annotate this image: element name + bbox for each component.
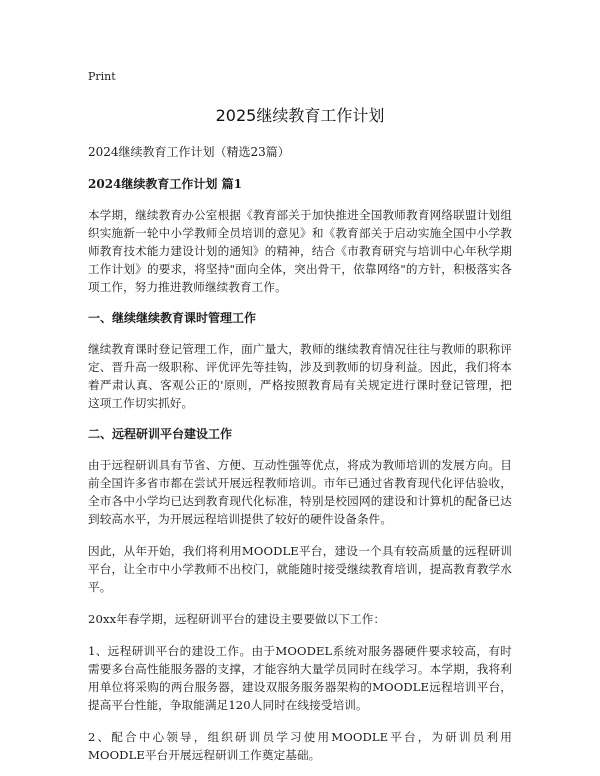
intro-paragraph: 本学期，继续教育办公室根据《教育部关于加快推进全国教师教育网络联盟计划组织实施新一轮中小学教师全员培训的意见》和《教育部关于启动实施全国中小学教师教育技术能力建设计划的通知》的精神，结合《市教育研究与培训中心年秋学期工作计划》的要求，将坚持"面向全体，突出骨干，依靠网络"的方针，积极落实各项工作，努力推进教师继续教育工作。 <box>88 208 512 294</box>
section-2-paragraph-1: 由于远程研训具有节省、方便、互动性强等优点，将成为教师培训的发展方向。目前全国许多省市都在尝试开展远程教师培训。市年已通过省教育现代化评估验收，全市各中小学均已达到教育现代化标准，特别是校园网的建设和计算机的配备已达到较高水平，为开展远程培训提供了较好的硬件设备条件。 <box>88 458 512 526</box>
document-subtitle: 2024继续教育工作计划（精选23篇） <box>88 145 290 159</box>
section-2-paragraph-3: 20xx年春学期，远程研训平台的建设主要要做以下工作： <box>88 612 386 626</box>
section-1-paragraph: 继续教育课时登记管理工作，面广量大，教师的继续教育情况往往与教师的职称评定、晋升高一级职称、评优评先等挂钩，涉及到教师的切身利益。因此，我们将本着严肃认真、客观公正的'原则，严格按照教育局有关规定进行课时登记管理，把这项工作切实抓好。 <box>88 342 512 410</box>
print-label: Print <box>88 70 116 83</box>
section-2-title: 二、远程研训平台建设工作 <box>88 427 233 441</box>
document-title: 2025继续教育工作计划 <box>215 106 385 125</box>
section-2-paragraph-5: 2、配合中心领导，组织研训员学习使用MOODLE平台，为研训员利用MOODLE平台开展远程研训工作奠定基础。 <box>88 730 512 762</box>
chapter-title: 2024继续教育工作计划 篇1 <box>88 177 242 191</box>
section-2-paragraph-4: 1、远程研训平台的建设工作。由于MOODEL系统对服务器硬件要求较高，有时需要多台高性能服务器的支撑，才能容纳大量学员同时在线学习。本学期，我将利用单位将采购的两台服务器，建设双服务服务器架构的MOODLE远程培训平台，提高平台性能，争取能满足120人同时在线接受培训。 <box>88 644 512 712</box>
section-2-paragraph-2: 因此，从年开始，我们将利用MOODLE平台，建设一个具有较高质量的远程研训平台，让全市中小学教师不出校门，就能随时接受继续教育培训，提高教育教学水平。 <box>88 544 512 594</box>
section-1-title: 一、继续继续教育课时管理工作 <box>88 311 257 325</box>
